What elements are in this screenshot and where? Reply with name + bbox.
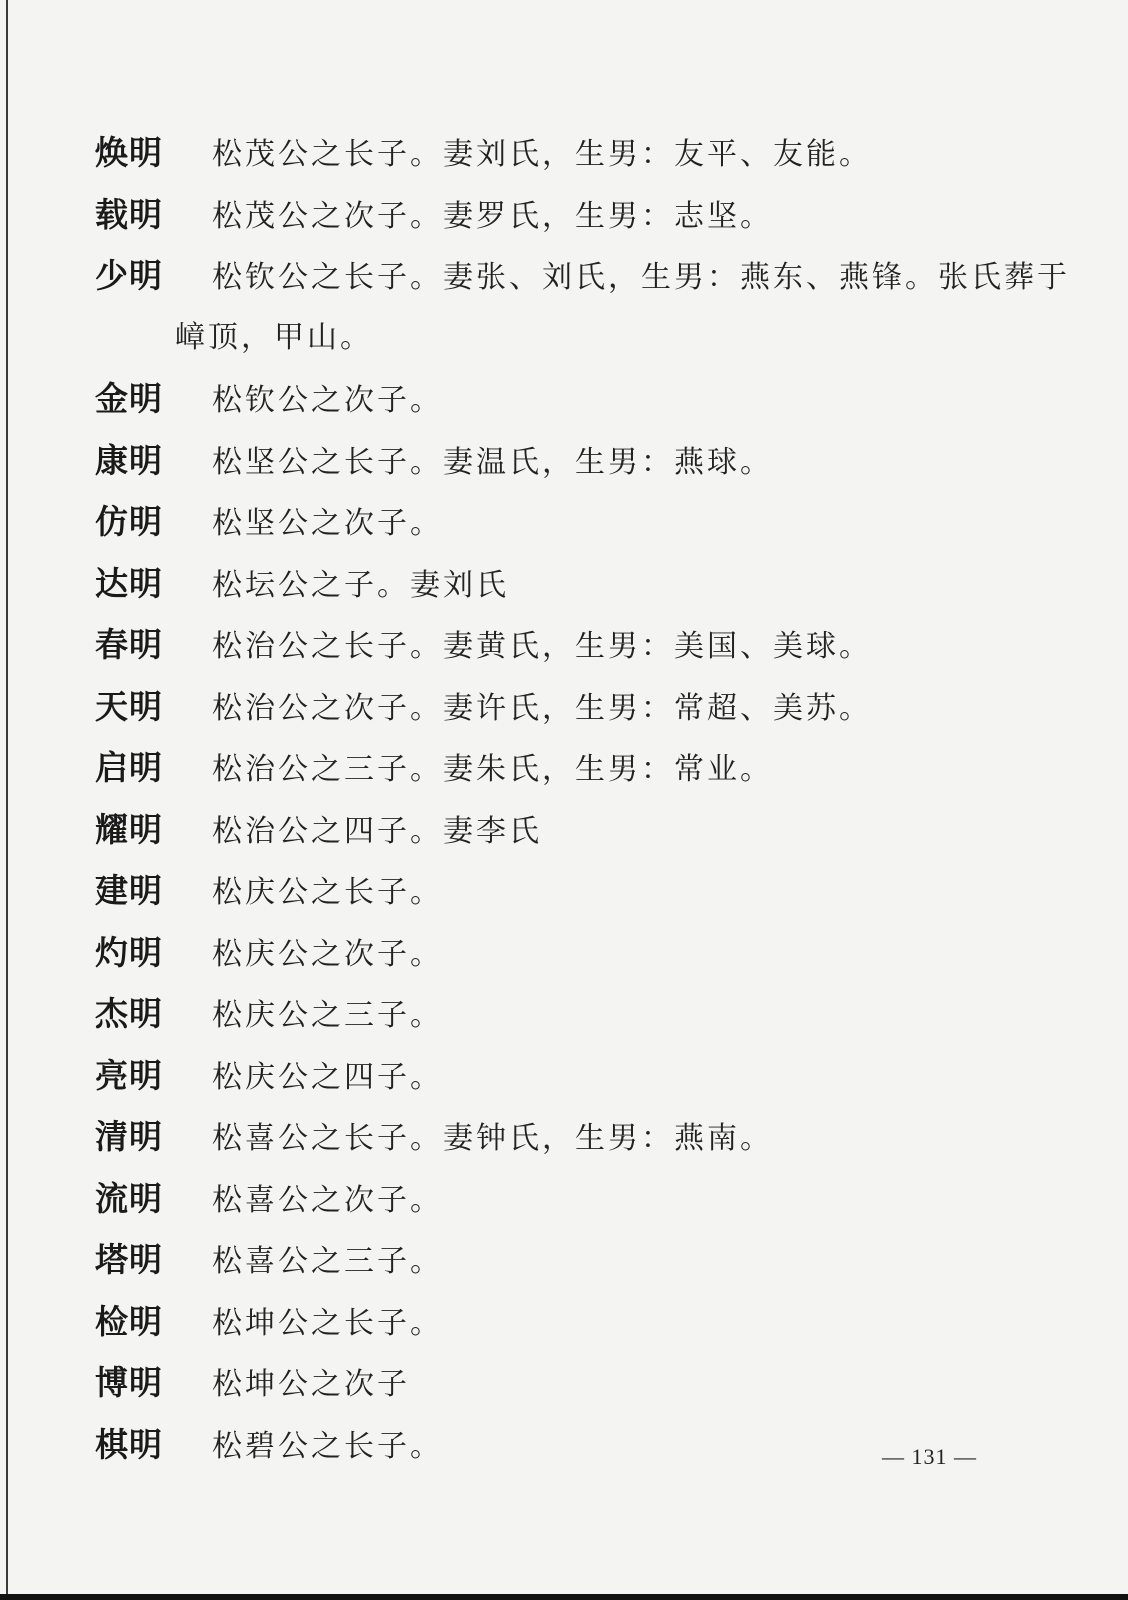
genealogy-entry-list	[95, 122, 1070, 1475]
entry-description: 松坛公之子。妻刘氏	[212, 567, 509, 603]
genealogy-entry	[95, 184, 1055, 246]
entry-name: 灼明	[95, 932, 163, 972]
entry-name: 清明	[95, 1117, 163, 1156]
genealogy-entry	[95, 860, 1055, 922]
genealogy-entry	[95, 1291, 1055, 1353]
genealogy-entry	[95, 430, 1055, 492]
genealogy-entry	[95, 676, 1055, 738]
entry-description: 松坤公之次子	[212, 1367, 410, 1402]
entry-name: 春明	[95, 625, 163, 664]
entry-name: 建明	[95, 871, 163, 910]
entry-description: 松茂公之次子。妻罗氏，生男：志坚。	[212, 198, 773, 234]
entry-name: 仿明	[95, 502, 163, 541]
entry-description: 松喜公之三子。	[212, 1244, 443, 1279]
genealogy-entry	[95, 614, 1055, 676]
page-number: — 131 —	[882, 1444, 977, 1469]
genealogy-entry	[95, 491, 1055, 553]
entry-description: 松钦公之次子。	[212, 383, 443, 418]
entry-description: 松治公之四子。妻李氏	[212, 813, 542, 849]
entry-description: 松坚公之长子。妻温氏，生男：燕球。	[212, 444, 773, 480]
entry-name: 金明	[95, 379, 163, 418]
entry-name: 流明	[95, 1178, 163, 1218]
entry-name: 载明	[95, 194, 163, 234]
entry-description: 松坤公之长子。	[212, 1305, 443, 1341]
genealogy-entry	[95, 799, 1055, 861]
entry-name: 天明	[95, 686, 163, 726]
genealogy-entry	[95, 1352, 1055, 1414]
entry-description: 松庆公之次子。	[212, 936, 443, 972]
entry-name: 塔明	[95, 1240, 163, 1279]
entry-description: 松治公之长子。妻黄氏，生男：美国、美球。	[212, 629, 872, 664]
entry-name: 亮明	[95, 1055, 163, 1095]
entry-continuation: 嶂顶，甲山。	[175, 319, 373, 355]
genealogy-entry	[95, 922, 1055, 984]
entry-description: 松喜公之长子。妻钟氏，生男：燕南。	[212, 1121, 773, 1156]
entry-name: 焕明	[95, 133, 163, 172]
entry-name: 博明	[95, 1363, 163, 1402]
entry-description: 松坚公之次子。	[212, 506, 443, 541]
entry-name: 耀明	[95, 809, 163, 849]
entry-description: 松庆公之长子。	[212, 875, 443, 910]
entry-name: 少明	[95, 256, 163, 295]
genealogy-entry	[95, 368, 1055, 430]
genealogy-entry	[95, 1106, 1055, 1168]
entry-description: 松钦公之长子。妻张、刘氏，生男：燕东、燕锋。张氏葬于	[212, 260, 1070, 295]
genealogy-entry	[95, 737, 1055, 799]
entry-description: 松治公之次子。妻许氏，生男：常超、美苏。	[212, 690, 872, 726]
entry-name: 棋明	[95, 1424, 163, 1464]
entry-description: 松喜公之次子。	[212, 1182, 443, 1218]
entry-name: 康明	[95, 440, 163, 480]
entry-description: 松庆公之四子。	[212, 1059, 443, 1095]
genealogy-entry	[95, 1229, 1055, 1291]
genealogy-entry	[95, 245, 1070, 368]
entry-description: 松庆公之三子。	[212, 998, 443, 1033]
entry-description: 松治公之三子。妻朱氏，生男：常业。	[212, 752, 773, 787]
genealogy-entry	[95, 122, 1055, 184]
entry-description: 松茂公之长子。妻刘氏，生男：友平、友能。	[212, 137, 872, 172]
genealogy-entry	[95, 983, 1055, 1045]
entry-name: 杰明	[95, 994, 163, 1033]
page-left-edge	[6, 0, 8, 1600]
page-bottom-edge	[0, 1594, 1128, 1600]
entry-name: 检明	[95, 1301, 163, 1341]
genealogy-entry	[95, 1168, 1055, 1230]
entry-name: 达明	[95, 563, 163, 603]
entry-description: 松碧公之长子。	[212, 1428, 443, 1464]
genealogy-entry	[95, 1045, 1055, 1107]
entry-name: 启明	[95, 748, 163, 787]
genealogy-entry	[95, 553, 1055, 615]
